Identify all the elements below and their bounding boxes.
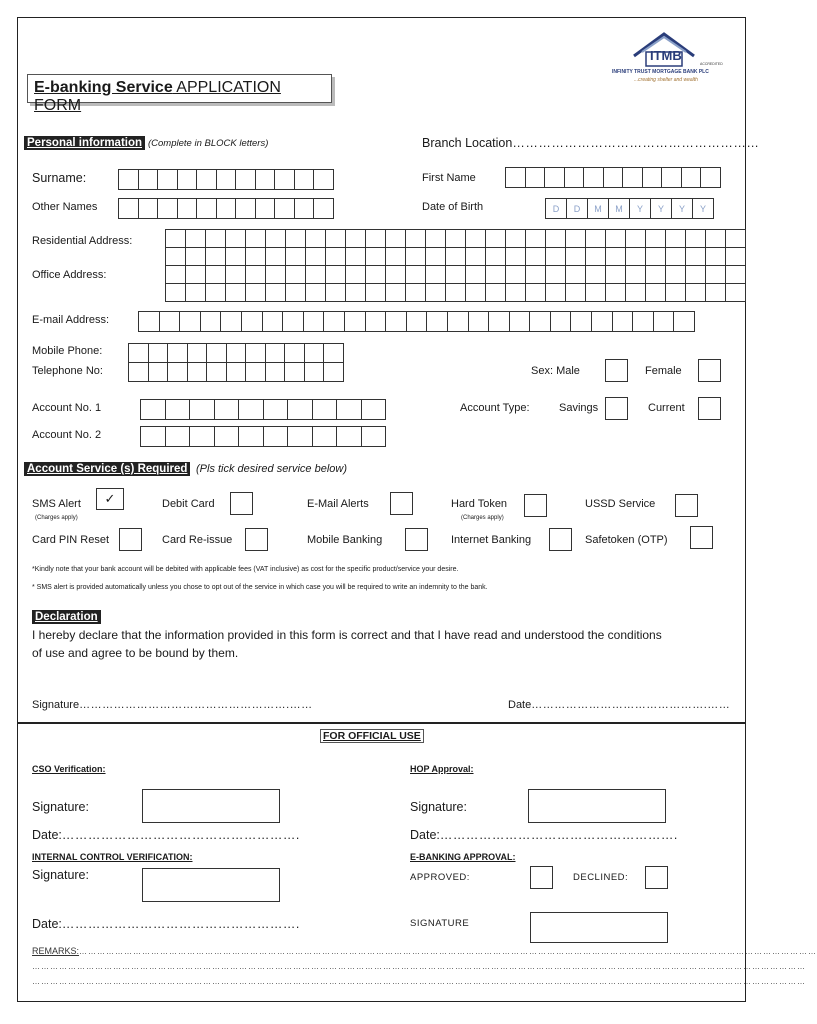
dob-boxes[interactable]: D D M M Y Y Y Y [545,198,713,219]
account-no-1-boxes[interactable] [140,399,385,420]
savings-checkbox[interactable] [605,397,628,420]
card-pin-checkbox[interactable] [119,528,142,551]
mobile-phone-boxes[interactable] [128,343,343,363]
male-checkbox[interactable] [605,359,628,382]
personal-info-note: (Complete in BLOCK letters) [148,138,269,149]
account-no-2-label: Account No. 2 [32,429,102,441]
account-type-label: Account Type: [460,402,530,414]
safetoken-checkbox[interactable] [690,526,713,549]
office-address-label: Office Address: [32,269,107,281]
internal-signature-label: Signature: [32,868,89,882]
mobile-phone-label: Mobile Phone: [32,345,103,357]
card-reissue-checkbox[interactable] [245,528,268,551]
hard-token-charges-note: (Charges apply) [461,515,504,521]
firstname-boxes[interactable] [505,167,720,188]
declined-label: DECLINED: [573,872,629,883]
remarks-line-1[interactable]: REMARKS:………………………………………………………………………………………………………………………………………………………………………………………………………………………… [32,946,817,956]
safetoken-label: Safetoken (OTP) [585,534,668,546]
cso-verification-label: CSO Verification: [32,764,106,774]
personal-info-header: Personal information [24,136,145,150]
dob-label: Date of Birth [422,201,484,213]
telephone-label: Telephone No: [32,365,103,377]
remarks-label: REMARKS: [32,946,80,956]
sex-male-label: Sex: Male [531,365,580,377]
internet-banking-label: Internet Banking [451,534,532,546]
hop-signature-label: Signature: [410,800,467,814]
declaration-date[interactable]: Date……………………………………….…… [508,699,731,711]
internal-signature-box[interactable] [142,868,280,902]
logo-text: ITMB [650,48,682,63]
declaration-text-line1: I hereby declare that the information provided in this form is correct and that I have read and understood the conditions [32,628,662,642]
branch-location-label[interactable]: Branch Location………………………………………………… [422,136,760,150]
internal-date[interactable]: Date:………………………………………………. [32,917,300,931]
current-label: Current [648,402,685,414]
female-label: Female [645,365,682,377]
approved-checkbox[interactable] [530,866,553,889]
address-grid[interactable] [165,229,746,302]
female-checkbox[interactable] [698,359,721,382]
ussd-checkbox[interactable] [675,494,698,517]
ussd-label: USSD Service [585,498,656,510]
form-title [27,74,332,114]
telephone-boxes[interactable] [128,362,343,382]
declined-checkbox[interactable] [645,866,668,889]
bank-logo [612,28,732,90]
savings-label: Savings [559,402,599,414]
sms-charges-note: (Charges apply) [35,515,78,521]
official-use-title: FOR OFFICIAL USE [320,729,424,743]
cso-signature-box[interactable] [142,789,280,823]
internal-control-label: INTERNAL CONTROL VERIFICATION: [32,852,193,862]
current-checkbox[interactable] [698,397,721,420]
declaration-header: Declaration [32,610,101,624]
sms-opt-out-note: * SMS alert is provided automatically unless you chose to opt out of the service in which case you will be required to write an indemnity to the bank. [32,584,488,591]
debit-card-checkbox[interactable] [230,492,253,515]
account-no-1-label: Account No. 1 [32,402,102,414]
hard-token-label: Hard Token [451,498,508,510]
bank-name: INFINITY TRUST MORTGAGE BANK PLC [612,69,709,75]
declaration-text-line2: of use and agree to be bound by them. [32,646,239,660]
hard-token-checkbox[interactable] [524,494,547,517]
email-alerts-label: E-Mail Alerts [307,498,369,510]
hop-approval-label: HOP Approval: [410,764,474,774]
services-note: (Pls tick desired service below) [196,463,347,475]
sms-alert-label: SMS Alert [32,498,81,510]
othernames-boxes[interactable] [118,198,333,219]
card-pin-label: Card PIN Reset [32,534,110,546]
card-reissue-label: Card Re-issue [162,534,233,546]
email-label: E-mail Address: [32,314,110,326]
surname-label: Surname: [32,171,87,185]
cso-date[interactable]: Date:………………………………………………. [32,828,300,842]
services-header: Account Service (s) Required [24,462,190,476]
email-boxes[interactable] [138,311,694,332]
email-alerts-checkbox[interactable] [390,492,413,515]
official-use-divider [17,722,746,724]
approved-label: APPROVED: [410,872,470,883]
debit-card-label: Debit Card [162,498,215,510]
fees-note: *Kindly note that your bank account will be debited with applicable fees (VAT inclusive) as cost for the specific product/service your desire. [32,566,459,573]
title-bold: E-banking Service [34,79,173,96]
mobile-banking-checkbox[interactable] [405,528,428,551]
ebanking-approval-label: E-BANKING APPROVAL: [410,852,516,862]
account-no-2-boxes[interactable] [140,426,385,447]
declaration-signature[interactable]: Signature……………………………………………….…… [32,699,313,711]
residential-address-label: Residential Address: [32,235,133,247]
hop-signature-box[interactable] [528,789,666,823]
cso-signature-label: Signature: [32,800,89,814]
ebanking-signature-box[interactable] [530,912,668,943]
bank-tagline: ...creating shelter and wealth [634,77,698,83]
sms-alert-checkbox[interactable]: ✓ [96,488,124,510]
internet-banking-checkbox[interactable] [549,528,572,551]
remarks-line-2[interactable]: …………………………………………………………………………………………………………………………………………………………………………………………………………………………………… [32,962,806,971]
hop-date[interactable]: Date:………………………………………………. [410,828,678,842]
othernames-label: Other Names [32,201,98,213]
remarks-line-3[interactable]: …………………………………………………………………………………………………………………………………………………………………………………………………………………………………… [32,977,806,986]
surname-boxes[interactable] [118,169,333,190]
firstname-label: First Name [422,172,476,184]
mobile-banking-label: Mobile Banking [307,534,383,546]
title-rest: APPLICATION FORM [34,79,281,114]
ebanking-signature-label: SIGNATURE [410,918,470,929]
accredited-text: ACCREDITED [700,62,723,66]
